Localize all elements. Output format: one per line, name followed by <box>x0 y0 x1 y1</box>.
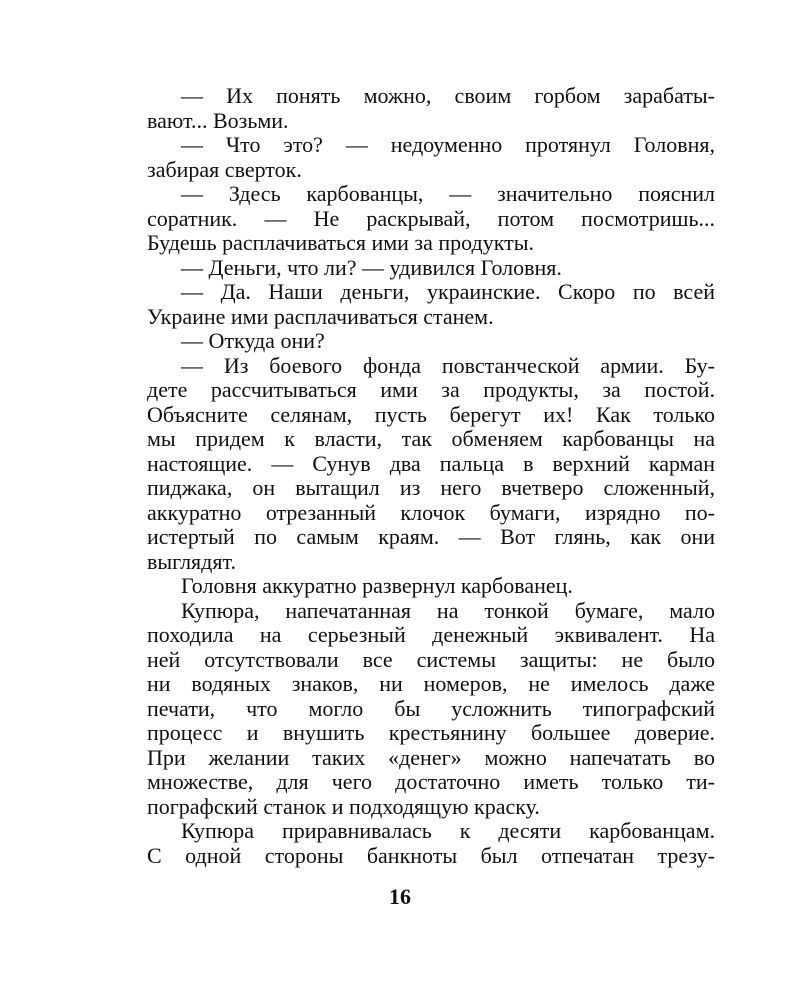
text-line: множестве, для чего достаточно иметь только ти- <box>147 769 715 794</box>
page-number: 16 <box>389 884 411 909</box>
text-line: — Что это? — недоуменно протянул Головня, <box>181 132 715 157</box>
text-line: процесс и внушить крестьянину большее доверие. <box>147 720 715 745</box>
text-line: — Да. Наши деньги, украинские. Скоро по всей <box>181 279 715 304</box>
text-line: ни водяных знаков, ни номеров, не имелось даже <box>147 671 715 696</box>
text-line: истертый по самым краям. — Вот глянь, как они <box>147 524 715 549</box>
text-line: ней отсутствовали все системы защиты: не было <box>147 646 715 672</box>
text-line: Объясните селянам, пусть берегут их! Как только <box>147 401 715 427</box>
text-line: мы придем к власти, так обменяем карбованцы на <box>147 426 715 451</box>
text-line: пографский станок и подходящую краску. <box>147 793 540 819</box>
text-line: Купюра, напечатанная на тонкой бумаге, мало <box>181 597 715 623</box>
text-line: Будешь расплачиваться ими за продукты. <box>147 230 535 255</box>
text-line: забирая сверток. <box>147 156 302 182</box>
text-line: — Откуда они? <box>181 328 325 353</box>
text-line: вают... Возьми. <box>147 107 289 133</box>
text-line: — Здесь карбованцы, — значительно пояснил <box>181 181 715 206</box>
text-line: аккуратно отрезанный клочок бумаги, изрядно по- <box>147 499 715 525</box>
text-line: выглядят. <box>147 548 236 574</box>
text-line: С одной стороны банкноты был отпечатан трезу- <box>147 842 715 868</box>
text-line: — Из боевого фонда повстанческой армии. Бу- <box>181 352 715 378</box>
text-line: Украине ими расплачиваться станем. <box>147 303 494 329</box>
text-line: настоящие. — Сунув два пальца в верхний карман <box>147 450 715 476</box>
text-line: При желании таких «денег» можно напечатать во <box>147 744 715 770</box>
text-line: Головня аккуратно развернул карбованец. <box>181 573 573 598</box>
text-line: печати, что могло бы усложнить типографский <box>147 695 715 721</box>
text-line: — Их понять можно, своим горбом зарабаты- <box>181 83 715 108</box>
text-line: соратник. — Не раскрывай, потом посмотришь... <box>147 205 715 231</box>
text-line: Купюра приравнивалась к десяти карбованцам. <box>181 818 715 843</box>
text-line: пиджака, он вытащил из него вчетверо сложенный, <box>147 475 715 500</box>
text-line: дете рассчитываться ими за продукты, за постой. <box>147 377 715 402</box>
body-text <box>147 84 715 868</box>
text-line: походила на серьезный денежный эквивалент. На <box>147 622 715 647</box>
text-line: — Деньги, что ли? — удивился Головня. <box>181 254 562 280</box>
